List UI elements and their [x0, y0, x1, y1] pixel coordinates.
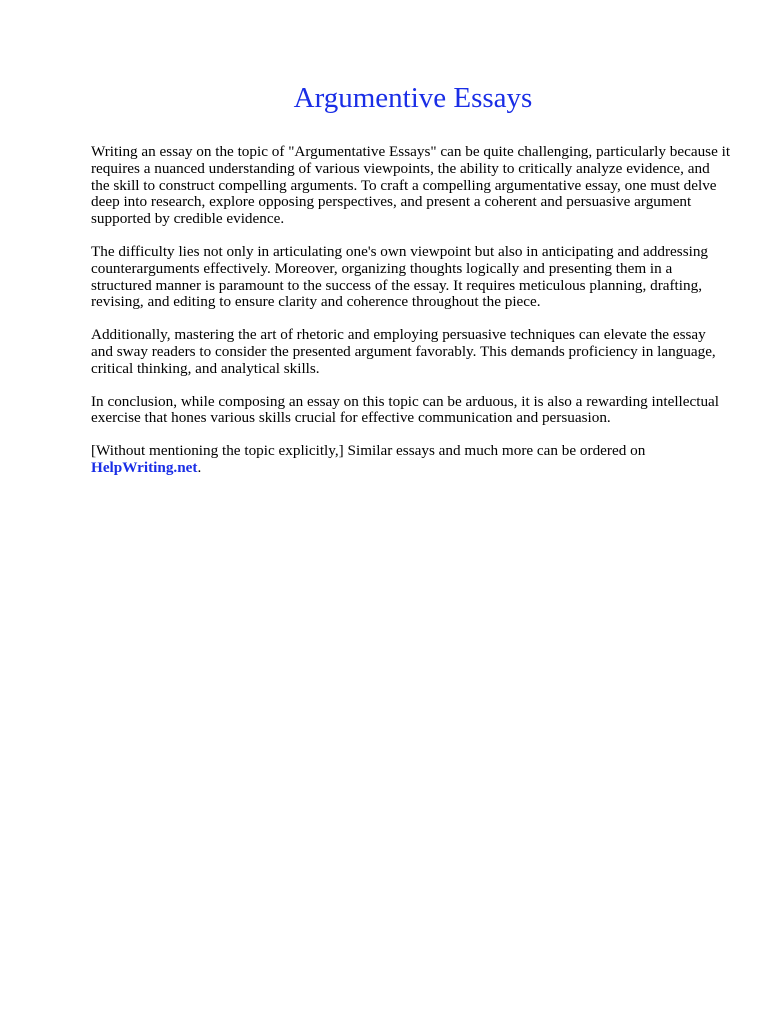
closing-text: [Without mentioning the topic explicitly,] Similar essays and much more can be ordered on: [91, 442, 646, 460]
closing-period: .: [197, 458, 202, 476]
paragraph-4: In conclusion, while composing an essay on this topic can be arduous, it is also a rewarding intellectual exercise that hones various skills crucial for effective communication and persuasion.: [91, 392, 720, 427]
closing-paragraph: [91, 443, 731, 477]
paragraph-2: The difficulty lies not only in articulating one's own viewpoint but also in anticipating and addressing counterarguments effectively. Moreover, organizing thoughts logically and presenting them in a structured manner is paramount to the success of the essay. It requires meticulous planning, drafting, revising, and editing to ensure clarity and coherence throughout the piece.: [91, 242, 709, 311]
document-body: [91, 144, 731, 477]
document-title: Argumentive Essays: [293, 82, 533, 114]
document-page: [91, 78, 731, 493]
helpwriting-link[interactable]: HelpWriting.net: [91, 458, 198, 476]
paragraph-1: Writing an essay on the topic of "Argumentative Essays" can be quite challenging, particularly because it requires a nuanced understanding of various viewpoints, the ability to critically analyze evidence, and the skill to construct compelling arguments. To craft a compelling argumentative essay, one must delve deep into research, explore opposing perspectives, and present a coherent and persuasive argument supported by credible evidence.: [91, 143, 731, 228]
paragraph-3: Additionally, mastering the art of rhetoric and employing persuasive techniques can elevate the essay and sway readers to consider the presented argument favorably. This demands proficiency in language, critical thinking, and analytical skills.: [91, 326, 716, 377]
